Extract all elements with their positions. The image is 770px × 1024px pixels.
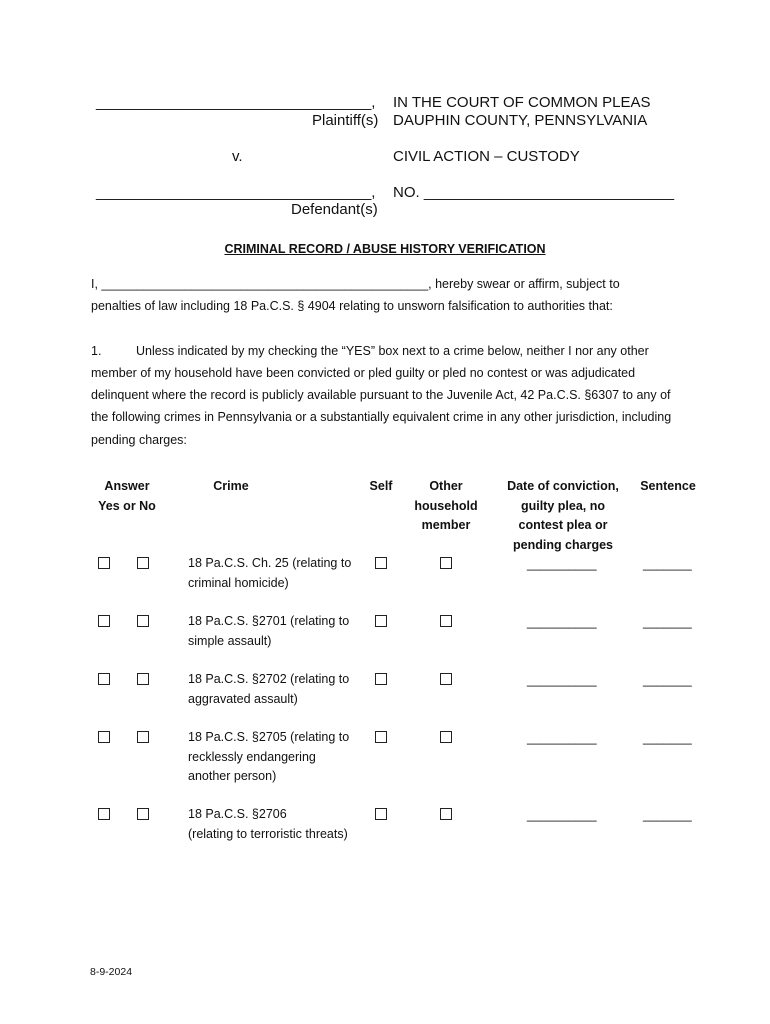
- header-line: Crime: [213, 479, 249, 493]
- case-number-field[interactable]: NO. ______________________________: [393, 184, 675, 201]
- crime-description: [188, 670, 349, 709]
- date-field[interactable]: __________: [527, 615, 597, 629]
- header-line: Date of conviction,: [507, 479, 619, 493]
- header-line: member: [421, 518, 471, 532]
- court-name-line2: DAUPHIN COUNTY, PENNSYLVANIA: [393, 112, 648, 129]
- item-text-line: delinquent where the record is publicly available pursuant to the Juvenile Act, 42 Pa.C.S. §6307 to any of: [91, 388, 671, 402]
- item-number: 1.: [91, 344, 102, 358]
- header-other-household-member: [406, 477, 486, 536]
- sentence-field[interactable]: _______: [643, 731, 692, 745]
- crime-line: aggravated assault): [188, 691, 298, 706]
- item-text-line: member of my household have been convicted or pled guilty or pled no contest or was adjudicated: [91, 366, 636, 380]
- crime-line: 18 Pa.C.S. §2702 (relating to: [188, 672, 350, 686]
- versus-label: v.: [232, 148, 243, 165]
- item-text-line: Unless indicated by my checking the “YES” box next to a crime below, neither I nor any other: [136, 344, 649, 358]
- crime-line: 18 Pa.C.S. §2706: [188, 807, 287, 821]
- answer-yes-checkbox[interactable]: [98, 808, 110, 820]
- answer-yes-checkbox[interactable]: [98, 731, 110, 743]
- plaintiff-name-line[interactable]: _________________________________,: [96, 94, 376, 111]
- court-name-line1: IN THE COURT OF COMMON PLEAS: [393, 94, 651, 111]
- self-checkbox[interactable]: [375, 673, 387, 685]
- crime-description: [188, 612, 349, 651]
- answer-no-checkbox[interactable]: [137, 615, 149, 627]
- date-field[interactable]: __________: [527, 673, 597, 687]
- oath-line-1[interactable]: I, _______________________________________________, hereby swear or affirm, subject to: [91, 277, 620, 291]
- crime-line: 18 Pa.C.S. §2701 (relating to: [188, 614, 350, 628]
- self-checkbox[interactable]: [375, 557, 387, 569]
- answer-yes-checkbox[interactable]: [98, 615, 110, 627]
- answer-no-checkbox[interactable]: [137, 731, 149, 743]
- self-checkbox[interactable]: [375, 615, 387, 627]
- header-line: contest plea or: [518, 518, 608, 532]
- other-household-checkbox[interactable]: [440, 557, 452, 569]
- crime-description: [188, 728, 349, 787]
- answer-no-checkbox[interactable]: [137, 673, 149, 685]
- date-field[interactable]: __________: [527, 557, 597, 571]
- sentence-field[interactable]: _______: [643, 808, 692, 822]
- oath-line-2: penalties of law including 18 Pa.C.S. § 4904 relating to unsworn falsification to authorities that:: [91, 299, 613, 313]
- crime-line: recklessly endangering: [188, 749, 316, 764]
- item-text-line: pending charges:: [91, 433, 187, 447]
- header-line: household: [414, 498, 478, 513]
- header-sentence: [632, 477, 704, 497]
- self-checkbox[interactable]: [375, 731, 387, 743]
- page-title: CRIMINAL RECORD / ABUSE HISTORY VERIFICATION: [224, 242, 546, 256]
- header-line: Answer: [104, 479, 150, 493]
- crime-line: another person): [188, 769, 277, 783]
- crime-description: [188, 554, 351, 593]
- defendant-name-line[interactable]: _________________________________,: [96, 184, 376, 201]
- answer-yes-checkbox[interactable]: [98, 673, 110, 685]
- header-line: pending charges: [512, 537, 614, 552]
- revision-date: 8-9-2024: [90, 966, 133, 978]
- header-line: Yes or No: [98, 498, 156, 513]
- item-text-line: the following crimes in Pennsylvania or a substantially equivalent crime in any other jurisdiction, including: [91, 410, 672, 424]
- header-self: [362, 477, 400, 497]
- other-household-checkbox[interactable]: [440, 808, 452, 820]
- header-line: guilty plea, no: [520, 498, 606, 513]
- header-crime: [195, 477, 267, 497]
- header-answer: [90, 477, 164, 516]
- header-line: Other: [429, 479, 463, 493]
- crime-line: criminal homicide): [188, 575, 289, 590]
- answer-yes-checkbox[interactable]: [98, 557, 110, 569]
- other-household-checkbox[interactable]: [440, 615, 452, 627]
- crime-line: 18 Pa.C.S. Ch. 25 (relating to: [188, 556, 352, 570]
- header-date-of-conviction: [496, 477, 630, 555]
- date-field[interactable]: __________: [527, 731, 597, 745]
- self-checkbox[interactable]: [375, 808, 387, 820]
- sentence-field[interactable]: _______: [643, 673, 692, 687]
- crime-line: 18 Pa.C.S. §2705 (relating to: [188, 730, 350, 744]
- answer-no-checkbox[interactable]: [137, 557, 149, 569]
- crime-line: simple assault): [188, 633, 272, 648]
- plaintiff-label: Plaintiff(s): [312, 112, 379, 129]
- header-line: Sentence: [640, 479, 696, 493]
- other-household-checkbox[interactable]: [440, 673, 452, 685]
- sentence-field[interactable]: _______: [643, 557, 692, 571]
- defendant-label: Defendant(s): [291, 201, 378, 218]
- date-field[interactable]: __________: [527, 808, 597, 822]
- crime-line: (relating to terroristic threats): [188, 826, 348, 841]
- header-line: Self: [369, 479, 393, 493]
- other-household-checkbox[interactable]: [440, 731, 452, 743]
- action-type: CIVIL ACTION – CUSTODY: [393, 148, 580, 165]
- answer-no-checkbox[interactable]: [137, 808, 149, 820]
- crime-description: [188, 805, 348, 844]
- sentence-field[interactable]: _______: [643, 615, 692, 629]
